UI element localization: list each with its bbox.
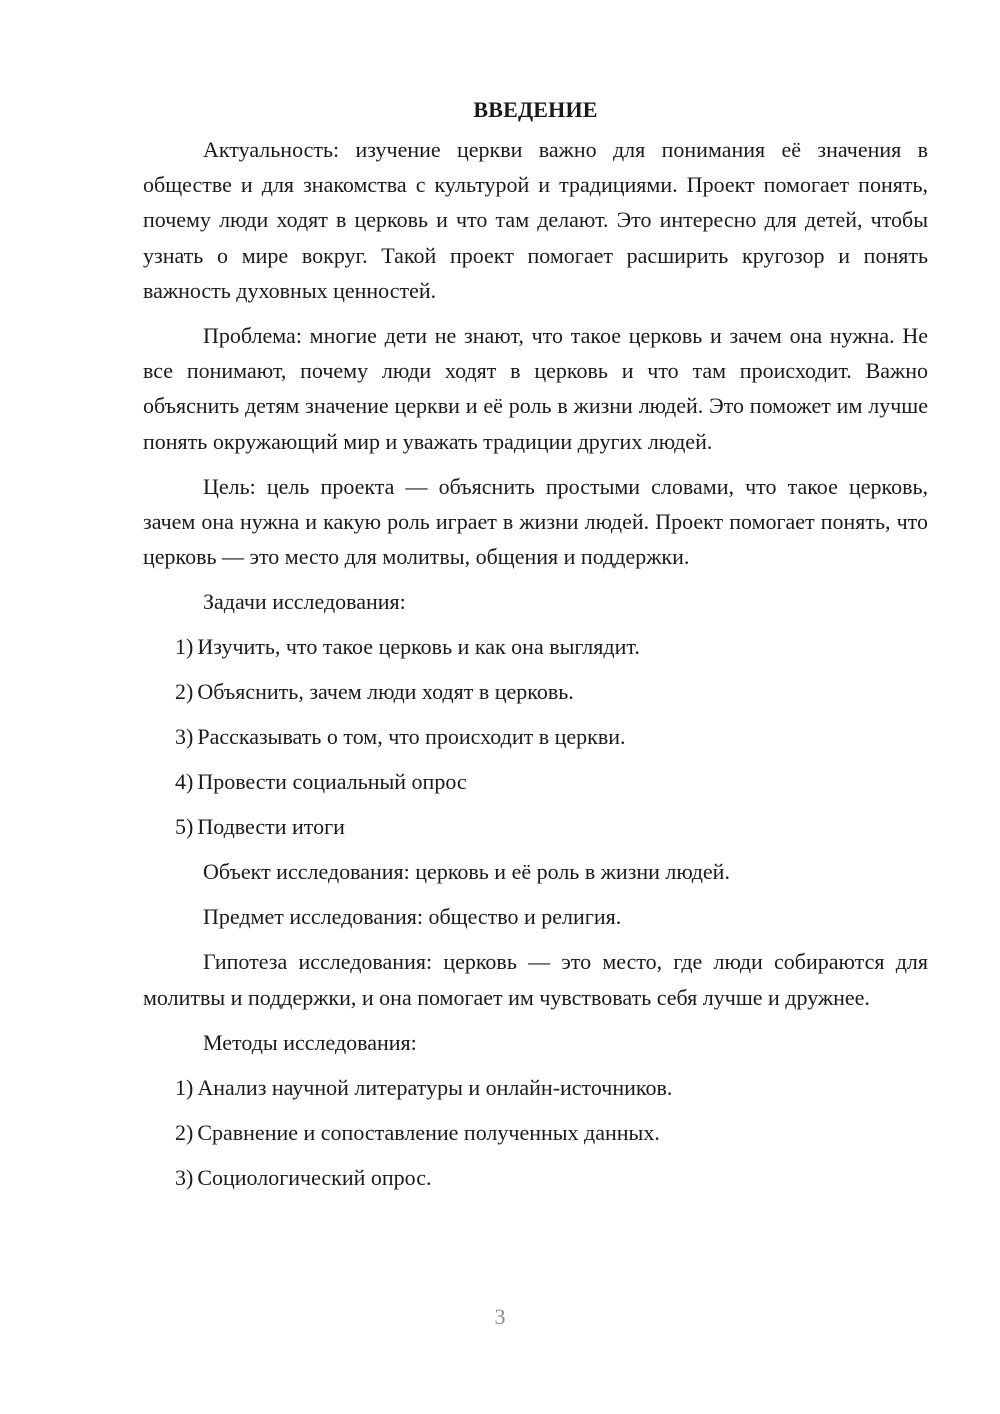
list-number: 2) (175, 1119, 194, 1145)
object-line: Объект исследования: церковь и её роль в жизни людей. (203, 859, 730, 885)
list-item (143, 719, 928, 754)
tasks-list (143, 629, 928, 844)
list-number: 5) (175, 814, 194, 840)
list-number: 3) (175, 1164, 194, 1190)
list-item (143, 1070, 928, 1105)
list-text: Рассказывать о том, что происходит в церкви. (197, 724, 626, 750)
list-number: 1) (175, 1074, 194, 1100)
list-number: 1) (175, 634, 194, 660)
list-text: Подвести итоги (197, 814, 345, 840)
list-text: Социологический опрос. (197, 1164, 432, 1190)
list-text: Объяснить, зачем люди ходят в церковь. (197, 679, 574, 705)
list-number: 3) (175, 724, 194, 750)
goal-paragraph: Цель: цель проекта — объяснить простыми словами, что такое церковь, зачем она нужна и какую роль играет в жизни людей. Проект помогает понять, что церковь — это место для молитвы, общения и поддержки. (143, 473, 928, 570)
list-text: Сравнение и сопоставление полученных данных. (197, 1119, 660, 1145)
list-item (143, 629, 928, 664)
list-item (143, 809, 928, 844)
list-item (143, 1160, 928, 1195)
list-text: Анализ научной литературы и онлайн-источников. (197, 1074, 673, 1100)
subject-line: Предмет исследования: общество и религия. (203, 904, 622, 930)
hypothesis-paragraph: Гипотеза исследования: церковь — это место, где люди собираются для молитвы и поддержки, и она помогает им чувствовать себя лучше и дружнее. (143, 949, 928, 1010)
list-text: Провести социальный опрос (197, 769, 467, 795)
page-number: 3 (494, 1304, 506, 1329)
page-title: ВВЕДЕНИЕ (473, 97, 598, 122)
list-item (143, 1115, 928, 1150)
relevance-paragraph: Актуальность: изучение церкви важно для понимания её значения в обществе и для знакомства с культурой и традициями. Проект помогает понять, почему люди ходят в церковь и что там делают. Это интересно для детей, чтобы узнать о мире вокруг. Такой проект помогает расширить кругозор и понять важность духовных ценностей. (143, 137, 928, 303)
methods-list (143, 1070, 928, 1195)
list-number: 2) (175, 679, 194, 705)
document-page (143, 92, 928, 1205)
tasks-heading: Задачи исследования: (203, 589, 406, 615)
list-item (143, 764, 928, 799)
list-number: 4) (175, 769, 194, 795)
methods-heading: Методы исследования: (203, 1029, 417, 1055)
problem-paragraph: Проблема: многие дети не знают, что такое церковь и зачем она нужна. Не все понимают, почему люди ходят в церковь и что там происходит. Важно объяснить детям значение церкви и её роль в жизни людей. Это поможет им лучше понять окружающий мир и уважать традиции других людей. (143, 323, 928, 454)
list-text: Изучить, что такое церковь и как она выглядит. (197, 634, 640, 660)
list-item (143, 674, 928, 709)
